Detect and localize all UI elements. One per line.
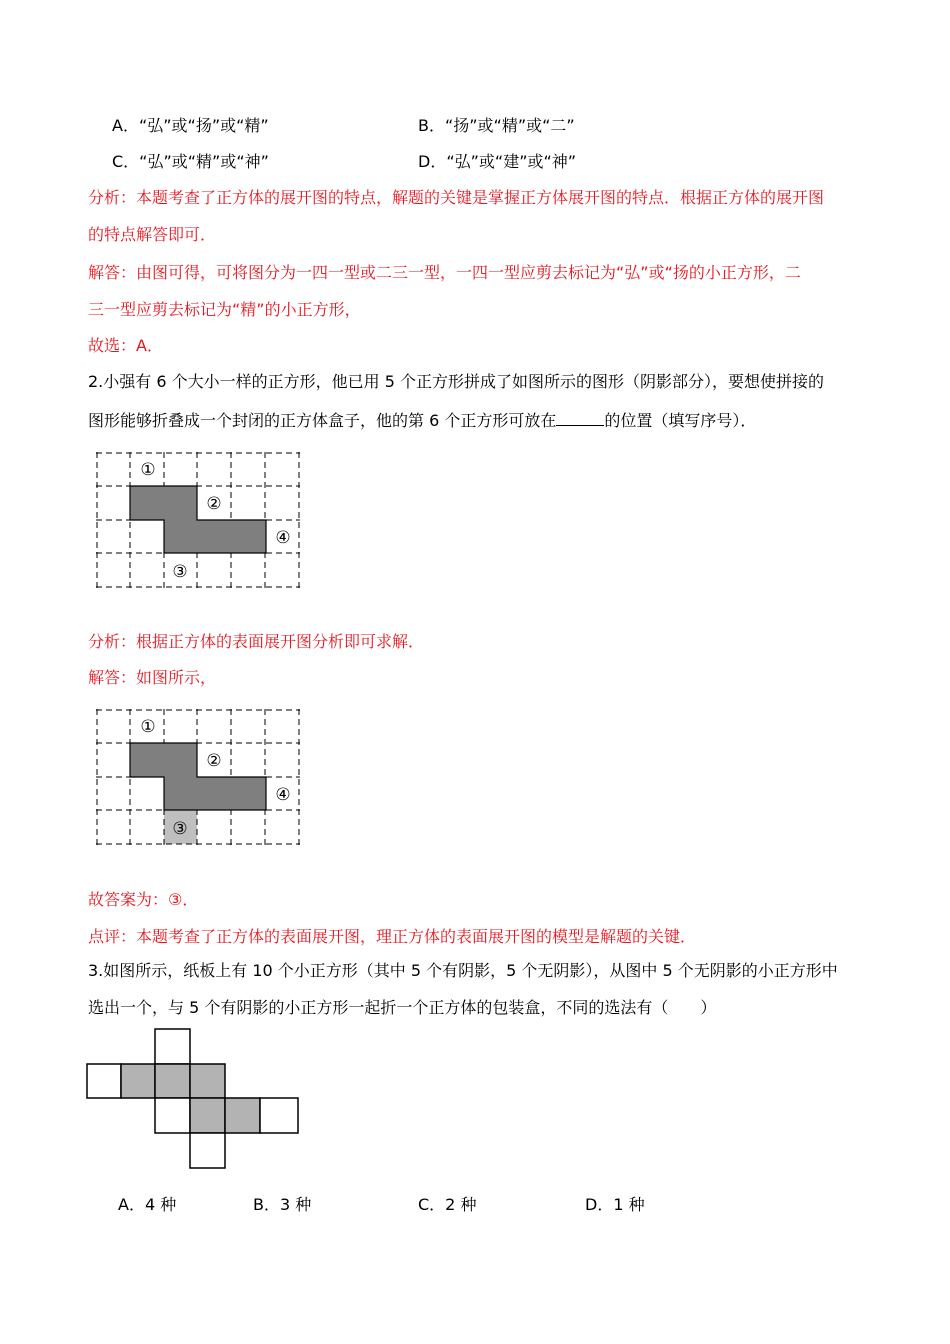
unshaded-square	[87, 1064, 121, 1098]
q3-stem-line-2: 选出一个，与 5 个有阴影的小正方形一起折一个正方体的包装盒，不同的选法有（ ）	[88, 998, 717, 1017]
shaded-square	[225, 1098, 260, 1133]
q1-answer: 故选：A．	[88, 336, 163, 355]
position-label-3: ③	[172, 819, 188, 839]
q2-solution: 解答：如图所示，	[88, 668, 217, 687]
shaded-square	[190, 1098, 225, 1133]
position-label-2: ②	[206, 494, 222, 514]
q2-stem-line-2	[88, 409, 756, 432]
unshaded-square	[155, 1098, 190, 1133]
q2-stem-text-after-blank: 的位置（填写序号）．	[604, 411, 757, 430]
unshaded-square	[155, 1029, 190, 1064]
q2-analysis: 分析：根据正方体的表面展开图分析即可求解．	[88, 632, 425, 651]
q2-stem-line-1: 2.小强有 6 个大小一样的正方形，他已用 5 个正方形拼成了如图所示的图形（阴影部分），要想使拼接的	[88, 372, 824, 391]
q3-figure	[86, 1028, 300, 1170]
position-label-1: ①	[140, 460, 156, 480]
q1-option-d: D．“弘”或“建”或“神”	[418, 152, 577, 171]
shaded-shape	[130, 743, 266, 810]
q1-solution-line-2: 三一型应剪去标记为“精”的小正方形，	[88, 300, 361, 319]
shaded-square	[190, 1064, 225, 1098]
position-label-3: ③	[172, 562, 188, 582]
position-label-4: ④	[275, 785, 291, 805]
shaded-square	[121, 1064, 155, 1098]
position-label-4: ④	[275, 528, 291, 548]
q1-solution-line-1: 解答：由图可得，可将图分为一四一型或二三一型，一四一型应剪去标记为“弘”或“扬的小正方形，二	[88, 263, 801, 282]
q1-option-a: A．“弘”或“扬”或“精”	[112, 116, 269, 135]
q2-solution-figure	[96, 709, 301, 845]
q2-figure	[96, 452, 301, 588]
position-label-2: ②	[206, 751, 222, 771]
unshaded-square	[190, 1133, 225, 1168]
q1-analysis-line-2: 的特点解答即可．	[88, 225, 217, 244]
q1-analysis-line-1: 分析：本题考查了正方体的展开图的特点，解题的关键是掌握正方体展开图的特点．根据正方体的展开图	[88, 188, 825, 207]
q3-option-b: B．3 种	[253, 1195, 312, 1214]
answer-blank	[556, 409, 604, 426]
position-label-1: ①	[140, 717, 156, 737]
q2-answer: 故答案为：③．	[88, 890, 199, 909]
q2-comment: 点评：本题考查了正方体的表面展开图，理正方体的表面展开图的模型是解题的关键．	[88, 927, 697, 946]
q1-option-c: C．“弘”或“精”或“神”	[112, 152, 269, 171]
q2-stem-text-before-blank: 图形能够折叠成一个封闭的正方体盒子，他的第 6 个正方形可放在	[88, 411, 557, 430]
shaded-shape	[130, 486, 266, 553]
q3-option-a: A．4 种	[118, 1195, 177, 1214]
q3-option-d: D．1 种	[585, 1195, 645, 1214]
shaded-square	[155, 1064, 190, 1098]
q1-option-b: B．“扬”或“精”或“二”	[418, 116, 575, 135]
q3-option-c: C．2 种	[418, 1195, 477, 1214]
q3-stem-line-1: 3.如图所示，纸板上有 10 个小正方形（其中 5 个有阴影，5 个无阴影），从图中 5 个无阴影的小正方形中	[88, 961, 838, 980]
unshaded-square	[260, 1098, 298, 1133]
